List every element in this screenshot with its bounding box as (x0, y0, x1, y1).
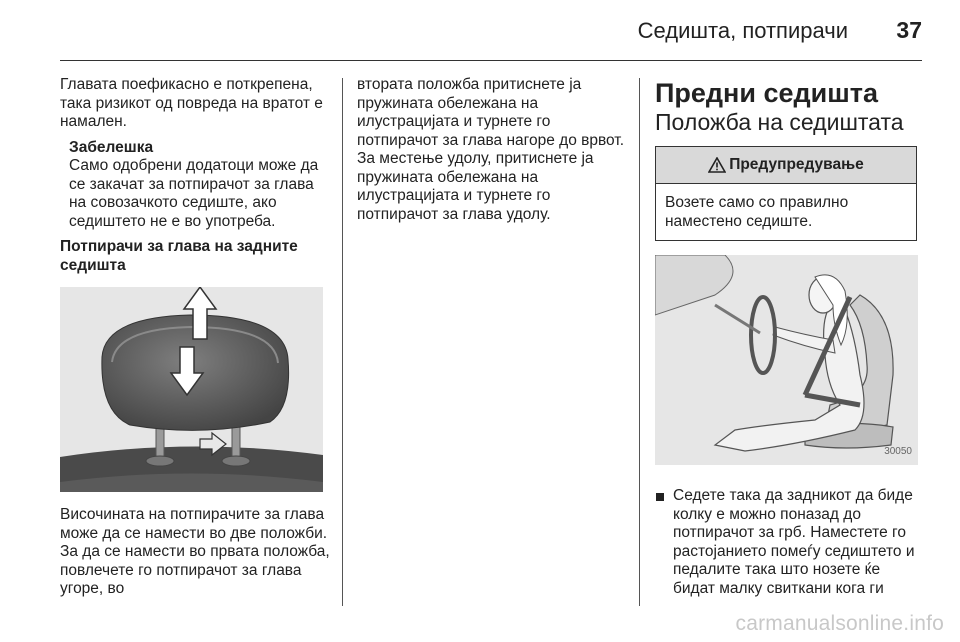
header-title: Седишта, потпирачи (637, 18, 848, 43)
warning-header (656, 147, 916, 184)
warning-text: Возете само со правилно наместено седиште. (665, 194, 849, 230)
warning-title: Предупредување (729, 155, 864, 173)
height-paragraph: Височината на потпирачите за глава може да се намести во две положби. За да се намести во првата положба, повлечете го потпирачот за глава угоре, во (60, 506, 330, 597)
driver-figure (655, 255, 918, 465)
column-divider-2 (639, 78, 640, 606)
bullet-item (655, 487, 923, 598)
seat-position-heading: Положба на седиштата (655, 109, 904, 135)
headrest-figure (60, 287, 323, 492)
page-header (0, 0, 960, 62)
note-title: Забелешка (69, 138, 154, 156)
warning-triangle-icon (708, 157, 726, 173)
header-rule (60, 60, 922, 61)
column-3 (655, 78, 923, 598)
bullet-square-icon (656, 493, 664, 501)
column-divider-1 (342, 78, 343, 606)
figure-code: 30050 (884, 445, 912, 457)
column-1 (60, 76, 330, 599)
warning-box (655, 146, 917, 241)
bullet-text: Седете така да задникот да биде колку е можно поназад до потпирачот за грб. Наместете го растојанието помеѓу седиштето и педалите така што нозете ќе бидат малку свиткани кога ги (673, 487, 915, 597)
section-title-rear: Потпирачи за глава на задните седишта (60, 238, 298, 274)
front-seats-heading: Предни седишта (655, 78, 878, 108)
intro-paragraph: Главата поефикасно е поткрепена, така ризикот од повреда на вратот е намален. (60, 76, 323, 130)
column-2 (357, 76, 627, 224)
note-text: Само одобрени додатоци може да се закачат за потпирачот за глава на совозачкото седиште, ако седиштето не е во употреба. (69, 157, 319, 230)
headrest-illustration (60, 287, 323, 492)
driver-illustration (655, 255, 918, 465)
note-block (60, 139, 330, 232)
continued-paragraph: втората положба притиснете ја пружината обележана на илустрацијата и турнете го потпирачот за глава нагоре до врвот. За местење удолу, притиснете ја пружината обележана на илустрацијата и турнете го потпирачот за глава удолу. (357, 76, 624, 223)
watermark: carmanualsonline.info (735, 612, 944, 635)
page-number: 37 (896, 17, 922, 43)
